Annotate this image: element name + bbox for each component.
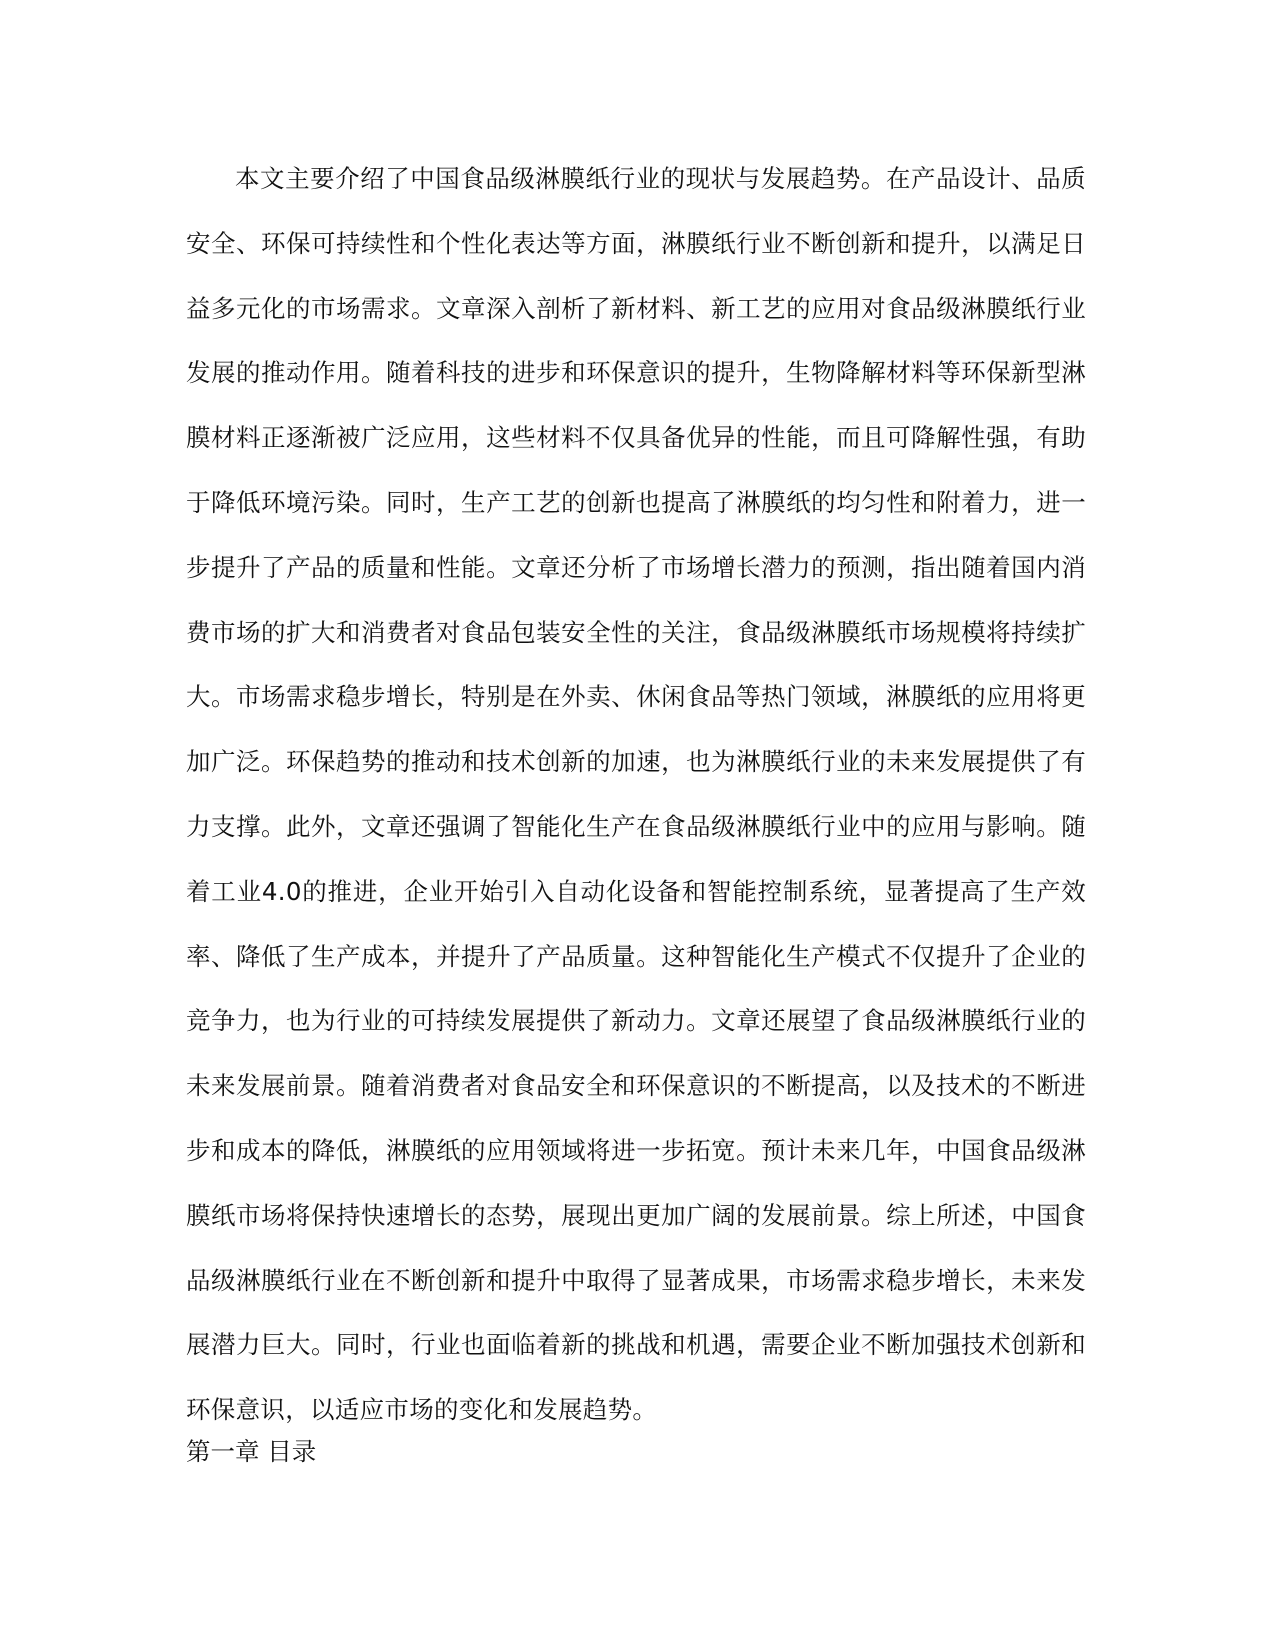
chapter-heading: 第一章 目录	[186, 1437, 317, 1466]
abstract-paragraph: 本文主要介绍了中国食品级淋膜纸行业的现状与发展趋势。在产品设计、品质安全、环保可持续性和个性化表达等方面，淋膜纸行业不断创新和提升，以满足日益多元化的市场需求。文章深入剖析了新材料、新工艺的应用对食品级淋膜纸行业发展的推动作用。随着科技的进步和环保意识的提升，生物降解材料等环保新型淋膜材料正逐渐被广泛应用，这些材料不仅具备优异的性能，而且可降解性强，有助于降低环境污染。同时，生产工艺的创新也提高了淋膜纸的均匀性和附着力，进一步提升了产品的质量和性能。文章还分析了市场增长潜力的预测，指出随着国内消费市场的扩大和消费者对食品包装安全性的关注，食品级淋膜纸市场规模将持续扩大。市场需求稳步增长，特别是在外卖、休闲食品等热门领域，淋膜纸的应用将更加广泛。环保趋势的推动和技术创新的加速，也为淋膜纸行业的未来发展提供了有力支撑。此外，文章还强调了智能化生产在食品级淋膜纸行业中的应用与影响。随着工业4.0的推进，企业开始引入自动化设备和智能控制系统，显著提高了生产效率、降低了生产成本，并提升了产品质量。这种智能化生产模式不仅提升了企业的竞争力，也为行业的可持续发展提供了新动力。文章还展望了食品级淋膜纸行业的未来发展前景。随着消费者对食品安全和环保意识的不断提高，以及技术的不断进步和成本的降低，淋膜纸的应用领域将进一步拓宽。预计未来几年，中国食品级淋膜纸市场将保持快速增长的态势，展现出更加广阔的发展前景。综上所述，中国食品级淋膜纸行业在不断创新和提升中取得了显著成果，市场需求稳步增长，未来发展潜力巨大。同时，行业也面临着新的挑战和机遇，需要企业不断加强技术创新和环保意识，以适应市场的变化和发展趋势。	[186, 164, 1086, 1425]
